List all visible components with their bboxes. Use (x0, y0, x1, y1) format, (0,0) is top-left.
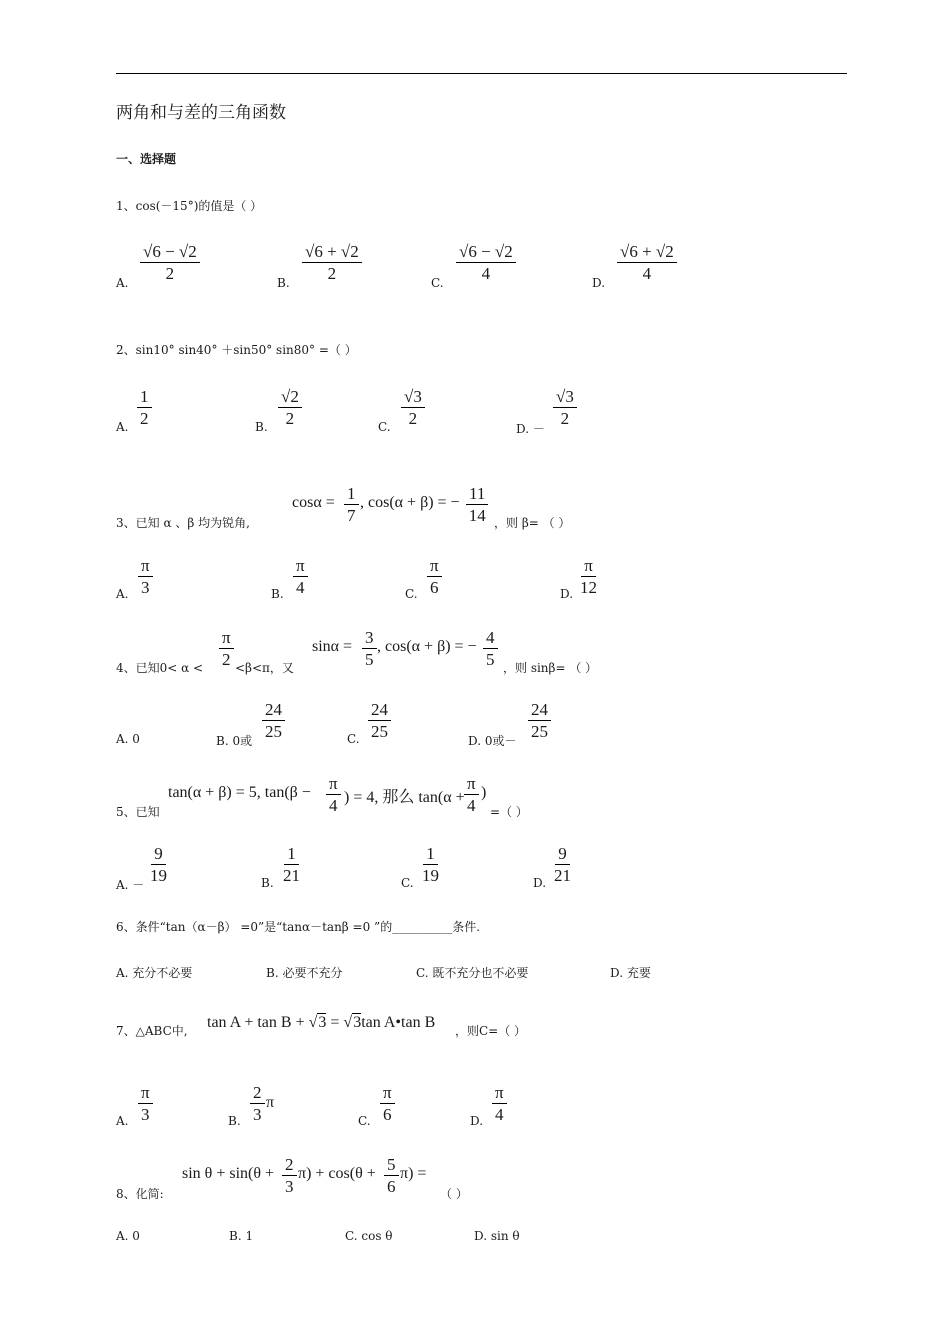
q4-fraction-three-fifths: $\frac{3}{5}$ (362, 629, 377, 668)
q5-option-a-label: A. － (116, 878, 145, 892)
q7-sqrt-symbol-2: √ (343, 1014, 353, 1031)
q8-fraction-two-thirds: $\frac{2}{3}$ (282, 1156, 297, 1195)
q2-option-b-label: B. (255, 420, 268, 434)
q1-option-b-label: B. (277, 276, 290, 290)
q7-option-b-fraction: $\frac{2}{3}$ (250, 1084, 265, 1123)
q1-option-c-label: C. (431, 276, 444, 290)
q7-option-b-pi: π (266, 1094, 275, 1111)
q7-sqrt-radicand-1: 3 (318, 1014, 327, 1031)
q7-expression-part1 (207, 1014, 435, 1032)
q3-condition-cos-sum: , cos(α + β) = − (360, 494, 460, 511)
q7-expression-equals: = (326, 1014, 340, 1031)
q3-option-b-fraction: $\frac{\pi}{4}$ (293, 557, 308, 596)
q3-option-d-label: D. (560, 587, 574, 601)
q1-option-d-label: D. (592, 276, 606, 290)
q2-option-a-label: A. (116, 420, 129, 434)
q3-option-b-label: B. (271, 587, 284, 601)
q2-option-c-label: C. (378, 420, 391, 434)
question-4-mid: <β<π，又 (235, 661, 294, 675)
q7-option-d-fraction: $\frac{\pi}{4}$ (492, 1084, 507, 1123)
q4-condition-sin-alpha: sinα = (312, 638, 353, 655)
q6-option-c: C. 既不充分也不必要 (416, 966, 529, 980)
q8-option-b: B. 1 (229, 1229, 254, 1243)
q4-option-c-fraction: $\frac{24}{25}$ (368, 701, 391, 740)
q3-condition-cos-alpha: cosα = (292, 494, 335, 511)
q8-option-c: C. cos θ (345, 1229, 393, 1243)
q2-option-d-fraction: $\frac{√3}{2}$ (553, 388, 577, 427)
q6-option-a: A. 充分不必要 (116, 966, 193, 980)
q3-fraction-one-seventh: $\frac{1}{7}$ (344, 485, 359, 524)
q1-option-a-label: A. (116, 276, 129, 290)
q5-option-c-fraction: $\frac{1}{19}$ (422, 844, 439, 885)
q5-expression-part2: ) = 4, 那么 tan(α + (344, 789, 465, 806)
q4-option-a: A. 0 (116, 732, 140, 746)
q1-option-d-fraction: $\frac{√6 + √2}{4}$ (617, 243, 677, 282)
q3-option-c-label: C. (405, 587, 418, 601)
question-4-prefix: 4、已知0< α < (116, 661, 204, 675)
q1-option-b-fraction: $\frac{√6 + √2}{2}$ (302, 243, 362, 282)
q7-sqrt-radicand-2: 3 (353, 1014, 362, 1031)
question-3-suffix: ，则 β= （ ） (494, 516, 571, 530)
q7-option-a-label: A. (116, 1114, 129, 1128)
header-rule (116, 73, 847, 74)
question-8-suffix: （ ） (440, 1187, 468, 1201)
q2-option-b-fraction: $\frac{√2}{2}$ (278, 388, 302, 427)
q2-option-d-label: D. － (516, 422, 545, 436)
q4-option-d-fraction: $\frac{24}{25}$ (528, 701, 551, 740)
q7-option-c-fraction: $\frac{\pi}{6}$ (380, 1084, 395, 1123)
q8-fraction-five-sixths: $\frac{5}{6}$ (384, 1156, 399, 1195)
q7-option-d-label: D. (470, 1114, 484, 1128)
question-2-stem: 2、sin10° sin40° ＋sin50° sin80° =（ ） (116, 343, 357, 357)
q7-expression-lhs: tan A + tan B + (207, 1014, 305, 1031)
q1-option-a-fraction: $\frac{√6 - √2}{2}$ (140, 243, 200, 282)
q4-option-d-label: D. 0或－ (468, 734, 517, 748)
q8-option-d: D. sin θ (474, 1229, 520, 1243)
q2-option-a-fraction: $\frac{1}{2}$ (137, 388, 152, 427)
q7-option-c-label: C. (358, 1114, 371, 1128)
question-5-prefix: 5、已知 (116, 805, 160, 819)
q4-fraction-pi-over-two: $\frac{\pi}{2}$ (219, 629, 234, 668)
q3-option-c-fraction: $\frac{\pi}{6}$ (427, 557, 442, 596)
q6-option-b: B. 必要不充分 (266, 966, 343, 980)
q3-option-a-fraction: $\frac{\pi}{3}$ (138, 557, 153, 596)
q5-option-c-label: C. (401, 876, 414, 890)
section-heading: 一、选择题 (116, 152, 177, 166)
q5-expression-part1: tan(α + β) = 5, tan(β − (168, 784, 311, 801)
question-7-prefix: 7、△ABC中, (116, 1024, 188, 1038)
q5-fraction-pi-over-four-b: $\frac{\pi}{4}$ (464, 775, 479, 814)
page-title: 两角和与差的三角函数 (116, 103, 286, 123)
q4-condition-cos-sum: , cos(α + β) = − (377, 638, 477, 655)
question-7-suffix: ，则C=（ ） (455, 1024, 527, 1038)
q7-option-a-fraction: $\frac{\pi}{3}$ (138, 1084, 153, 1123)
question-1-stem: 1、cos(－15°)的值是（ ） (116, 199, 263, 213)
q5-option-d-fraction: $\frac{9}{21}$ (554, 844, 571, 885)
q3-option-d-fraction: $\frac{\pi}{12}$ (580, 556, 597, 597)
q8-expression-part2: π) + cos(θ + (298, 1165, 376, 1182)
q8-expression-part1: sin θ + sin(θ + (182, 1165, 275, 1182)
q6-option-d: D. 充要 (610, 966, 651, 980)
q4-fraction-four-fifths: $\frac{4}{5}$ (483, 629, 498, 668)
q4-option-b-label: B. 0或 (216, 734, 253, 748)
q7-option-b-label: B. (228, 1114, 241, 1128)
question-6-stem: 6、条件“tan（α－β） =0”是“tanα－tanβ =0 ”的__________条件. (116, 920, 481, 934)
q5-expression-part3: ) (481, 784, 487, 801)
q5-fraction-pi-over-four-a: $\frac{\pi}{4}$ (326, 775, 341, 814)
question-4-suffix: ，则 sinβ= （ ） (503, 661, 598, 675)
q1-option-c-fraction: $\frac{√6 - √2}{4}$ (456, 243, 516, 282)
q2-option-c-fraction: $\frac{√3}{2}$ (401, 388, 425, 427)
q8-expression-part3: π) = (400, 1165, 427, 1182)
q5-option-a-fraction: $\frac{9}{19}$ (150, 844, 167, 885)
q5-option-d-label: D. (533, 876, 547, 890)
q4-option-c-label: C. (347, 732, 360, 746)
question-5-suffix: =（ ） (490, 805, 528, 819)
question-8-prefix: 8、化简: (116, 1187, 164, 1201)
q7-expression-rhs: tan A•tan B (361, 1014, 436, 1031)
q5-option-b-fraction: $\frac{1}{21}$ (283, 844, 300, 885)
q8-option-a: A. 0 (116, 1229, 140, 1243)
q4-option-b-fraction: $\frac{24}{25}$ (262, 701, 285, 740)
q3-fraction-eleven-fourteenths: $\frac{11}{14}$ (466, 485, 488, 524)
q3-option-a-label: A. (116, 587, 129, 601)
q7-sqrt-symbol-1: √ (308, 1014, 318, 1031)
q5-option-b-label: B. (261, 876, 274, 890)
question-3-prefix: 3、已知 α 、β 均为锐角, (116, 516, 250, 530)
